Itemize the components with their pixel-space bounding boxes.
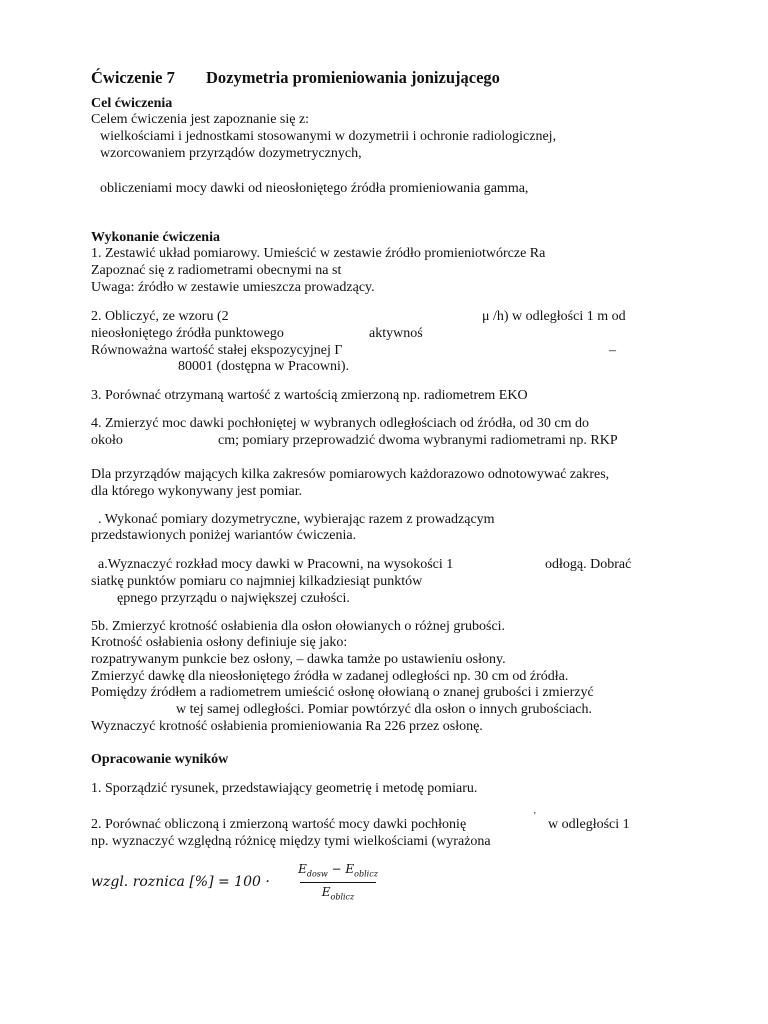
results-step-2-line-1b: w odległości 1 <box>548 817 630 832</box>
step-4-line-2b: cm; pomiary przeprowadzić dwoma wybranymi radiometrami np. RKP <box>218 433 618 448</box>
step-2-line-2b: aktywnoś <box>369 326 423 341</box>
step-5a-line-3: ępnego przyrządu o największej czułości. <box>117 591 350 606</box>
goal-header: Cel ćwiczenia <box>91 96 173 111</box>
fraction-bar <box>300 882 376 883</box>
step-4-line-1: 4. Zmierzyć moc dawki pochłoniętej w wybranych odległościach od źródła, od 30 cm do <box>91 416 590 431</box>
step-5b-line-5: Pomiędzy źródłem a radiometrem umieścić osłonę ołowianą o znanej grubości i zmierzyć <box>91 685 594 700</box>
step-5b-line-3: rozpatrywanym punkcie bez osłony, – dawka tamże po ustawieniu osłony. <box>91 652 506 667</box>
goal-item-3: obliczeniami mocy dawki od nieosłoniętego źródła promieniowania gamma, <box>100 181 529 196</box>
step-2-line-2a: nieosłoniętego źródła punktowego <box>91 326 284 341</box>
step-2-line-1b: μ /h) w odległości 1 m od <box>482 309 626 324</box>
step-5b-line-1: 5b. Zmierzyć krotność osłabienia dla osłon ołowianych o różnej grubości. <box>91 619 506 634</box>
goal-item-2: wzorcowaniem przyrządów dozymetrycznych, <box>100 146 362 161</box>
step-5b-line-4: Zmierzyć dawkę dla nieosłoniętego źródła w zadanej odległości np. 30 cm od źródła. <box>91 669 569 684</box>
step-5a-line-2: siatkę punktów pomiaru co najmniej kilkadziesiąt punktów <box>91 574 423 589</box>
step-5b-line-2: Krotność osłabienia osłony definiuje się jako: <box>91 635 348 650</box>
results-header: Opracowanie wyników <box>91 752 229 767</box>
step-5a-line-1b: odłogą. Dobrać <box>545 557 632 572</box>
goal-item-1: wielkościami i jednostkami stosowanymi w dozymetrii i ochronie radiologicznej, <box>100 129 557 144</box>
step-2-line-3b: – <box>609 343 616 358</box>
execution-header: Wykonanie ćwiczenia <box>91 230 220 245</box>
step-5-line-1: . Wykonać pomiary dozymetryczne, wybierając razem z prowadzącym <box>98 512 495 527</box>
ranges-line-1: Dla przyrządów mających kilka zakresów pomiarowych każdorazowo odnotowywać zakres, <box>91 467 610 482</box>
exercise-title: Dozymetria promieniowania jonizującego <box>206 68 500 87</box>
step-1-note: Uwaga: źródło w zestawie umieszcza prowadzący. <box>91 280 375 295</box>
step-5b-line-6: w tej samej odległości. Pomiar powtórzyć dla osłon o innych grubościach. <box>176 702 593 717</box>
formula-lhs: wzgl. roznica [%] = 100 · <box>91 874 270 890</box>
step-2-line-4: 80001 (dostępna w Pracowni). <box>178 359 350 374</box>
ranges-line-2: dla którego wykonywany jest pomiar. <box>91 484 303 499</box>
goal-intro: Celem ćwiczenia jest zapoznanie się z: <box>91 112 310 127</box>
prime-mark: ' <box>534 811 536 822</box>
results-step-1: 1. Sporządzić rysunek, przedstawiający geometrię i metodę pomiaru. <box>91 781 478 796</box>
exercise-number: Ćwiczenie 7 <box>91 68 175 87</box>
step-3: 3. Porównać otrzymaną wartość z wartością zmierzoną np. radiometrem EKO <box>91 388 528 403</box>
results-step-2-line-2: np. wyznaczyć względną różnicę między tymi wielkościami (wyrażona <box>91 834 491 849</box>
results-step-2-line-1a: 2. Porównać obliczoną i zmierzoną wartość mocy dawki pochłonię <box>91 817 467 832</box>
step-1-line-2: Zapoznać się z radiometrami obecnymi na st <box>91 263 342 278</box>
step-4-line-2a: około <box>91 433 123 448</box>
formula-denominator: $E_{oblicz}$ <box>321 885 355 902</box>
step-5-line-2: przedstawionych poniżej wariantów ćwiczenia. <box>91 528 357 543</box>
step-5a-line-1a: a.Wyznaczyć rozkład mocy dawki w Pracowni, na wysokości 1 <box>98 557 454 572</box>
formula-numerator: $E_{dosw} - E_{oblicz}$ <box>298 862 378 879</box>
step-5b-line-7: Wyznaczyć krotność osłabienia promieniowania Ra 226 przez osłonę. <box>91 719 483 734</box>
step-2-line-1a: 2. Obliczyć, ze wzoru (2 <box>91 309 229 324</box>
step-2-line-3a: Równoważna wartość stałej ekspozycyjnej Γ <box>91 343 343 358</box>
step-1-line-1: 1. Zestawić układ pomiarowy. Umieścić w zestawie źródło promieniotwórcze Ra <box>91 246 546 261</box>
